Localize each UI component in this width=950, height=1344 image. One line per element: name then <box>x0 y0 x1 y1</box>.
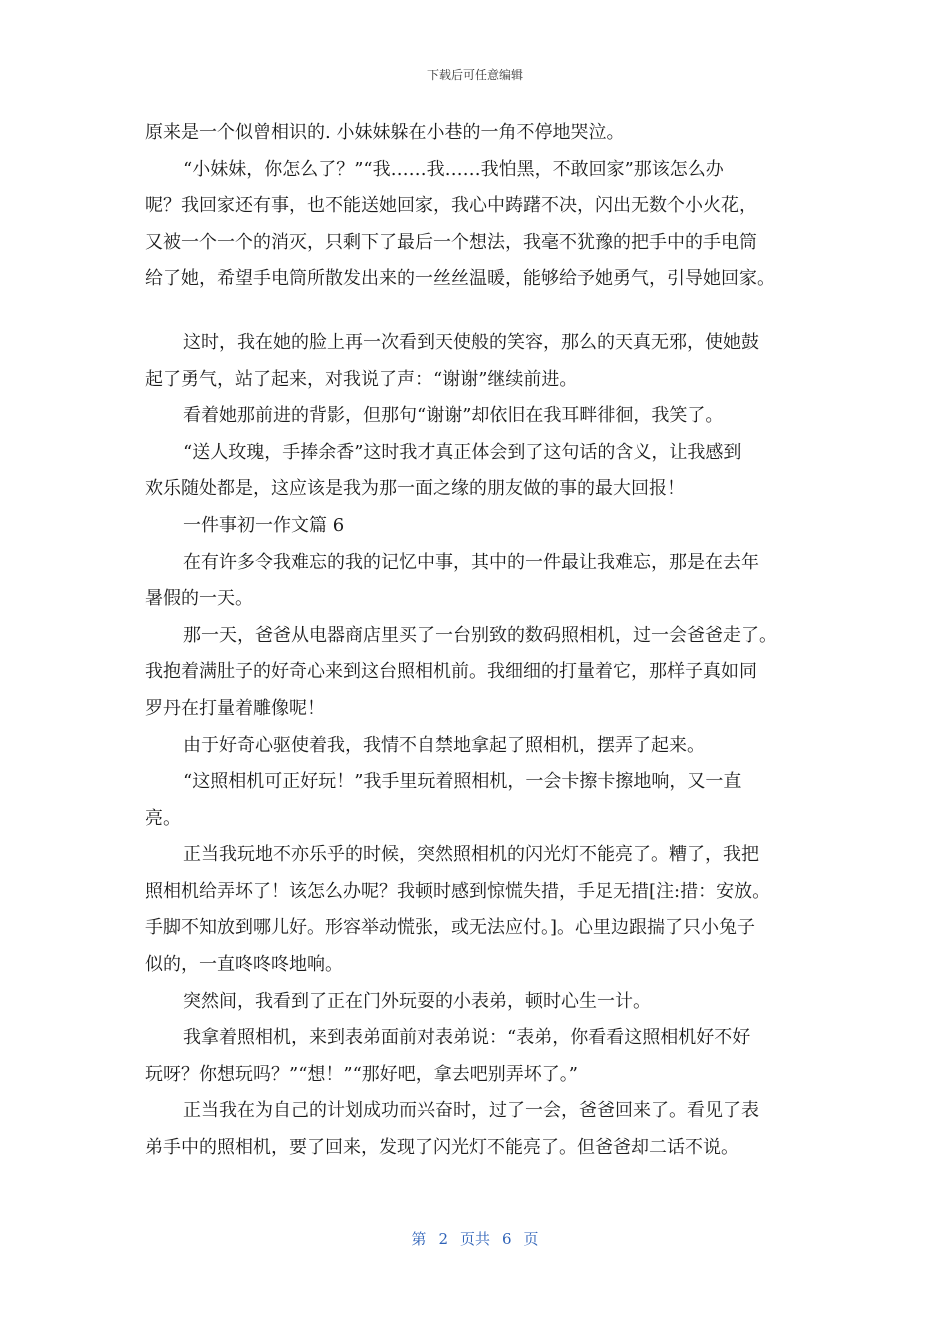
text-line: 呢？我回家还有事，也不能送她回家，我心中踌躇不决，闪出无数个小火花， <box>145 195 757 217</box>
text-line: 照相机给弄坏了！该怎么办呢？我顿时感到惊慌失措，手足无措[注:措：安放。 <box>145 880 771 902</box>
text-line: 起了勇气，站了起来，对我说了声：“谢谢”继续前进。 <box>145 368 578 390</box>
text-line: 看着她那前进的背影，但那句“谢谢”却依旧在我耳畔徘徊，我笑了。 <box>183 405 724 427</box>
page-label-suffix: 页 <box>523 1230 539 1248</box>
page-label-prefix: 第 <box>411 1230 427 1248</box>
text-line: 我抱着满肚子的好奇心来到这台照相机前。我细细的打量着它，那样子真如同 <box>145 661 757 683</box>
text-line: 在有许多令我难忘的我的记忆中事，其中的一件最让我难忘，那是在去年 <box>183 551 759 573</box>
text-line: 正当我在为自己的计划成功而兴奋时，过了一会，爸爸回来了。看见了表 <box>183 1100 759 1122</box>
text-line: 我拿着照相机，来到表弟面前对表弟说：“表弟，你看看这照相机好不好 <box>183 1027 751 1049</box>
text-line: 欢乐随处都是，这应该是我为那一面之缘的朋友做的事的最大回报！ <box>145 478 685 500</box>
text-line: “这照相机可正好玩！”我手里玩着照相机，一会卡擦卡擦地响，又一直 <box>183 771 742 793</box>
text-line: 手脚不知放到哪儿好。形容举动慌张，或无法应付。]。心里边跟揣了只小兔子 <box>145 917 756 939</box>
text-line: 由于好奇心驱使着我，我情不自禁地拿起了照相机，摆弄了起来。 <box>183 734 705 756</box>
text-line: “送人玫瑰，手捧余香”这时我才真正体会到了这句话的含义，让我感到 <box>183 441 742 463</box>
text-line: 亮。 <box>145 807 181 829</box>
text-line: 玩呀？你想玩吗？”“想！”“那好吧，拿去吧别弄坏了。” <box>145 1063 579 1085</box>
page-header: 下载后可任意编辑 <box>426 68 523 82</box>
text-line: 那一天，爸爸从电器商店里买了一台别致的数码照相机，过一会爸爸走了。 <box>183 624 777 646</box>
text-line: 暑假的一天。 <box>145 588 253 610</box>
text-line: 这时，我在她的脸上再一次看到天使般的笑容，那么的天真无邪，使她鼓 <box>183 331 759 353</box>
text-line: 正当我玩地不亦乐乎的时候，突然照相机的闪光灯不能亮了。糟了，我把 <box>183 844 759 866</box>
text-line: 罗丹在打量着雕像呢！ <box>145 697 325 719</box>
text-line: 突然间，我看到了正在门外玩耍的小表弟，顿时心生一计。 <box>183 990 651 1012</box>
text-line: 又被一个一个的消灭，只剩下了最后一个想法，我毫不犹豫的把手中的手电筒 <box>145 231 757 253</box>
document-body <box>145 115 810 1167</box>
total-pages-number: 6 <box>502 1230 512 1248</box>
text-line: 弟手中的照相机，要了回来，发现了闪光灯不能亮了。但爸爸却二话不说。 <box>145 1137 739 1159</box>
paragraph-gap <box>145 298 810 325</box>
current-page-number: 2 <box>438 1230 448 1248</box>
text-line: 原来是一个似曾相识的. 小妹妹躲在小巷的一角不停地哭泣。 <box>145 122 625 143</box>
text-line: 给了她，希望手电筒所散发出来的一丝丝温暖，能够给予她勇气，引导她回家。 <box>145 268 775 290</box>
text-line: “小妹妹，你怎么了？”“我……我……我怕黑，不敢回家”那该怎么办 <box>183 158 724 180</box>
page-label-mid: 页共 <box>459 1230 490 1248</box>
section-title: 一件事初一作文篇 6 <box>183 514 345 536</box>
text-line: 似的，一直咚咚咚地响。 <box>145 954 343 976</box>
page-footer <box>0 1228 950 1249</box>
